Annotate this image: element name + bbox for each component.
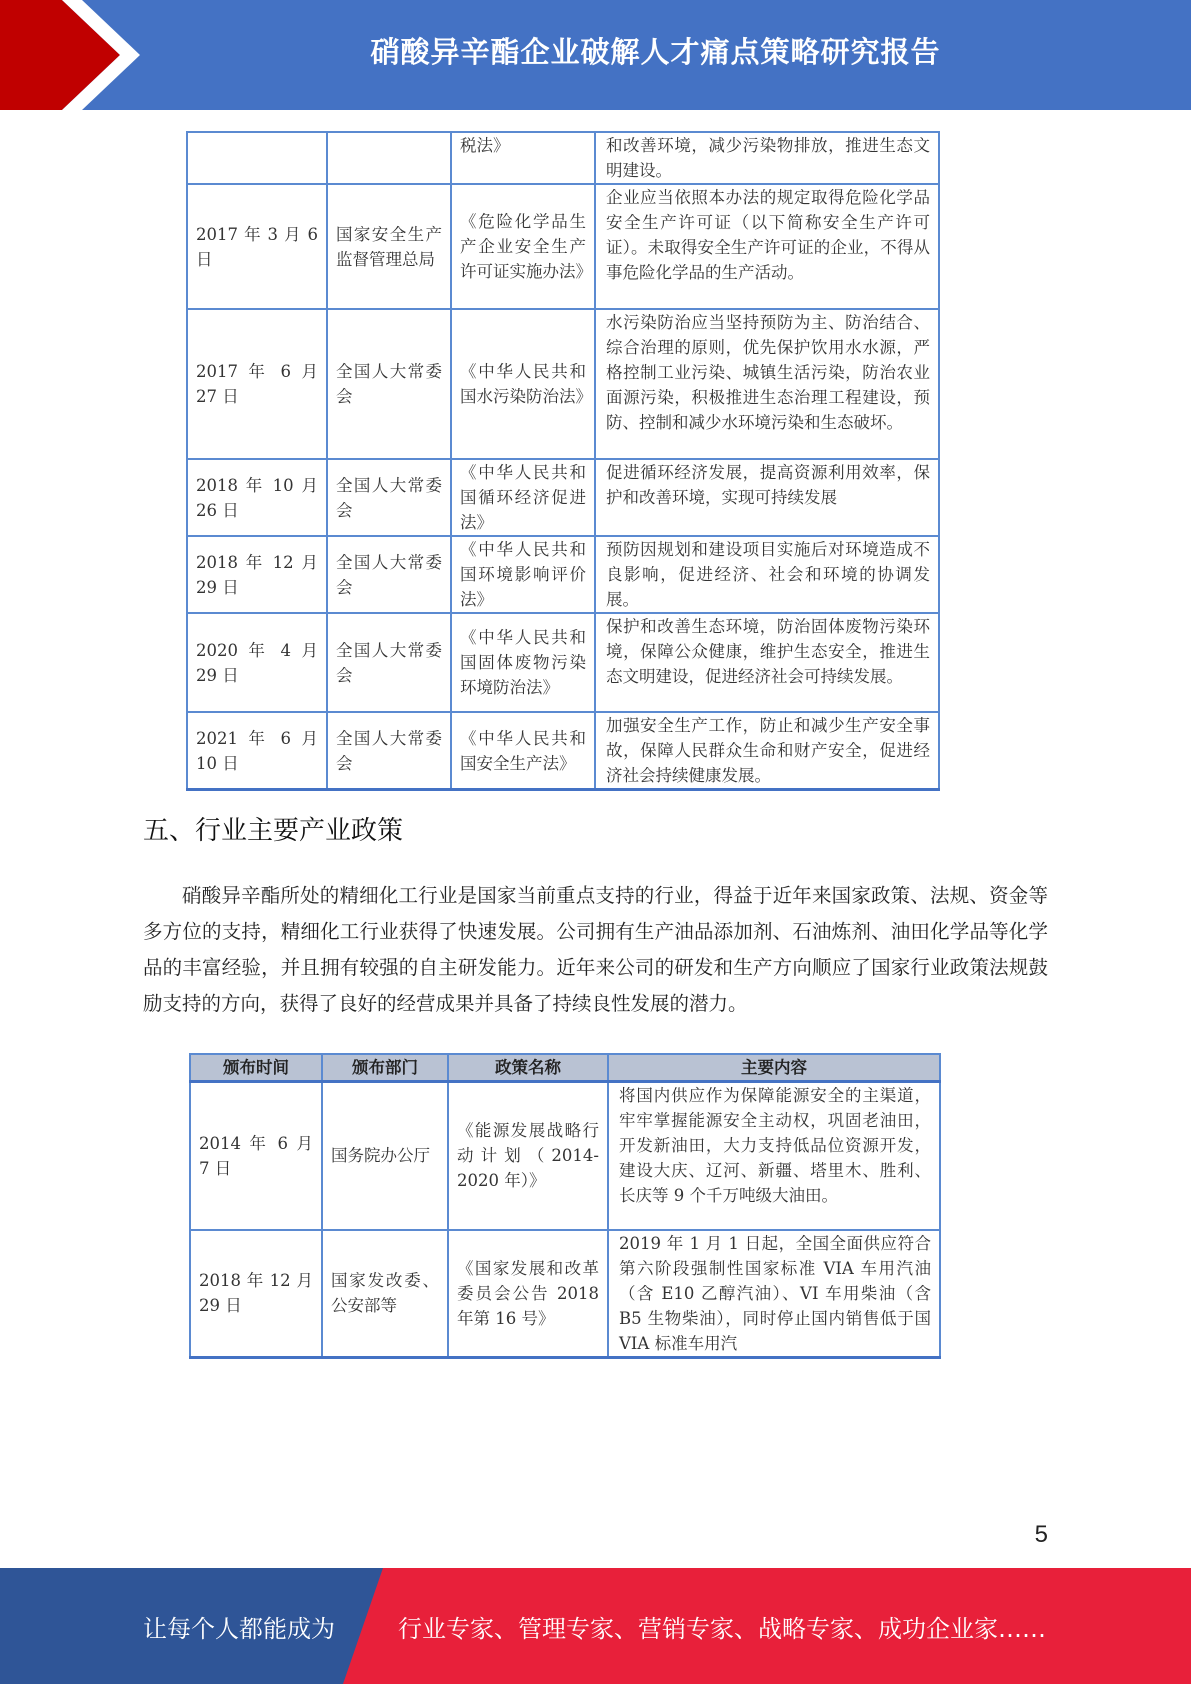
- table-cell-name: 《国家发展和改革委员会公告 2018 年第 16 号》: [448, 1230, 608, 1358]
- table-row: [187, 536, 939, 613]
- table-cell-content: 将国内供应作为保障能源安全的主渠道，牢牢掌握能源安全主动权，巩固老油田，开发新油田，大力支持低品位资源开发，建设大庆、辽河、新疆、塔里木、胜利、长庆等 9 个千万吨级大油田。: [608, 1082, 940, 1230]
- footer-slogan-right: 行业专家、管理专家、营销专家、战略专家、成功企业家……: [398, 1614, 1046, 1643]
- table-cell-name: 《中华人民共和国固体废物污染环境防治法》: [451, 613, 595, 712]
- table-cell-content: 保护和改善生态环境，防治固体废物污染环境，保障公众健康，维护生态安全，推进生态文明建设，促进经济社会可持续发展。: [595, 613, 939, 712]
- footer-slogan-left: 让每个人都能成为: [143, 1614, 335, 1643]
- table-row: [187, 712, 939, 790]
- table-cell-content: 和改善环境，减少污染物排放，推进生态文明建设。: [595, 132, 939, 184]
- column-header-content: 主要内容: [608, 1054, 940, 1082]
- column-header-dept: 颁布部门: [322, 1054, 448, 1082]
- table-cell-dept: [327, 132, 451, 184]
- footer-band: [0, 1568, 1191, 1684]
- table-row: [187, 184, 939, 309]
- table-cell-dept: 全国人大常委会: [327, 613, 451, 712]
- table-cell-dept: 国家发改委、公安部等: [322, 1230, 448, 1358]
- table-row: [187, 613, 939, 712]
- table-cell-name: 《中华人民共和国安全生产法》: [451, 712, 595, 790]
- table-cell-date: 2021 年 6 月 10 日: [187, 712, 327, 790]
- table-cell-name: 《中华人民共和国环境影响评价法》: [451, 536, 595, 613]
- header-band: [0, 0, 1191, 110]
- table-cell-name: 《能源发展战略行动计划（2014-2020 年）》: [448, 1082, 608, 1230]
- table-cell-dept: 国家安全生产监督管理总局: [327, 184, 451, 309]
- table-cell-content: 水污染防治应当坚持预防为主、防治结合、综合治理的原则，优先保护饮用水水源，严格控制工业污染、城镇生活污染，防治农业面源污染，积极推进生态治理工程建设，预防、控制和减少水环境污染和生态破坏。: [595, 309, 939, 459]
- table-cell-name: 《危险化学品生产企业安全生产许可证实施办法》: [451, 184, 595, 309]
- report-title: 硝酸异辛酯企业破解人才痛点策略研究报告: [370, 34, 941, 69]
- table-cell-date: 2018 年 12 月 29 日: [187, 536, 327, 613]
- table-cell-date: 2018 年 12 月 29 日: [190, 1230, 322, 1358]
- regulation-table: [186, 131, 940, 791]
- table-cell-date: 2017 年 6 月 27 日: [187, 309, 327, 459]
- table-cell-date: 2018 年 10 月 26 日: [187, 459, 327, 536]
- table-cell-date: 2017 年 3 月 6 日: [187, 184, 327, 309]
- table-cell-content: 促进循环经济发展，提高资源利用效率，保护和改善环境，实现可持续发展: [595, 459, 939, 536]
- page-number: 5: [1034, 1521, 1048, 1548]
- table-row: [187, 132, 939, 184]
- table-row: [190, 1230, 940, 1358]
- table-header-row: [190, 1054, 940, 1082]
- table-cell-date: 2020 年 4 月 29 日: [187, 613, 327, 712]
- column-header-date: 颁布时间: [190, 1054, 322, 1082]
- table-cell-dept: 国务院办公厅: [322, 1082, 448, 1230]
- table-row: [187, 309, 939, 459]
- table-cell-content: 加强安全生产工作，防止和减少生产安全事故，保障人民群众生命和财产安全，促进经济社会持续健康发展。: [595, 712, 939, 790]
- section-heading: 五、行业主要产业政策: [143, 816, 404, 846]
- column-header-name: 政策名称: [448, 1054, 608, 1082]
- table-cell-date: 2014 年 6 月 7 日: [190, 1082, 322, 1230]
- table-cell-content: 企业应当依照本办法的规定取得危险化学品安全生产许可证（以下简称安全生产许可证）。未取得安全生产许可证的企业，不得从事危险化学品的生产活动。: [595, 184, 939, 309]
- header-chevron-icon: [0, 0, 160, 110]
- table-cell-name: 《中华人民共和国水污染防治法》: [451, 309, 595, 459]
- table-row: [190, 1082, 940, 1230]
- body-paragraph: 硝酸异辛酯所处的精细化工行业是国家当前重点支持的行业，得益于近年来国家政策、法规、资金等多方位的支持，精细化工行业获得了快速发展。公司拥有生产油品添加剂、石油炼剂、油田化学品等化学品的丰富经验，并且拥有较强的自主研发能力。近年来公司的研发和生产方向顺应了国家行业政策法规鼓励支持的方向，获得了良好的经营成果并具备了持续良性发展的潜力。: [143, 884, 1048, 1015]
- table-cell-name: 税法》: [451, 132, 595, 184]
- table-cell-dept: 全国人大常委会: [327, 309, 451, 459]
- table-cell-content: 预防因规划和建设项目实施后对环境造成不良影响，促进经济、社会和环境的协调发展。: [595, 536, 939, 613]
- table-cell-dept: 全国人大常委会: [327, 459, 451, 536]
- table-cell-content: 2019 年 1 月 1 日起，全国全面供应符合第六阶段强制性国家标准 VIA 车用汽油（含 E10 乙醇汽油）、VI 车用柴油（含 B5 生物柴油），同时停止国内销售低于国 VIA 标准车用汽: [608, 1230, 940, 1358]
- table-cell-dept: 全国人大常委会: [327, 712, 451, 790]
- table-cell-name: 《中华人民共和国循环经济促进法》: [451, 459, 595, 536]
- industry-policy-table: [189, 1053, 941, 1359]
- table-cell-date: [187, 132, 327, 184]
- table-cell-dept: 全国人大常委会: [327, 536, 451, 613]
- table-row: [187, 459, 939, 536]
